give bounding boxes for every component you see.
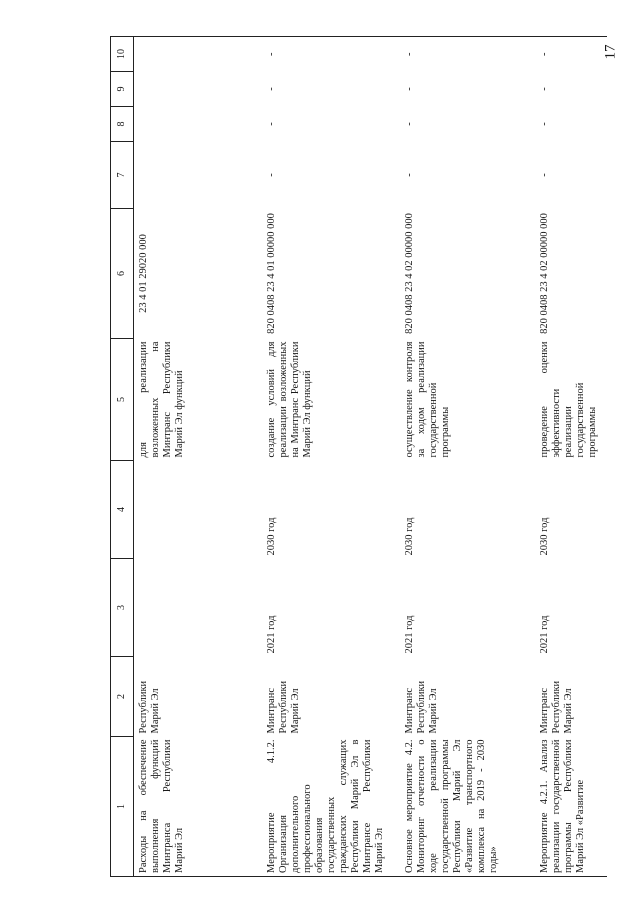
- measure-name-cell: Мероприятие 4.2.1. Анализ реализации государственной программы Республики Марий Эл «Развитие: [535, 737, 607, 877]
- column-header: 10: [111, 37, 134, 72]
- executor-cell: Минтранс Республики Марий Эл: [403, 680, 439, 734]
- column-header: 2: [111, 657, 134, 737]
- measure-name-cell: Мероприятие 4.1.2. Организация дополнительного профессионального образования государственных гражданских служащих Республики Марий Эл в Минтрансе Республики Марий Эл: [262, 737, 400, 877]
- start-year-cell: 2021 год: [265, 615, 277, 654]
- column-header: 6: [111, 209, 134, 339]
- program-table: [110, 36, 607, 877]
- value-cell: -: [538, 173, 550, 177]
- end-year-cell: [134, 461, 262, 559]
- column-header: 8: [111, 107, 134, 142]
- value-cell: -: [265, 122, 277, 126]
- column-header: 7: [111, 142, 134, 209]
- column-header: 4: [111, 461, 134, 559]
- executor-cell: Республики Марий Эл: [138, 680, 162, 734]
- value-cell: [134, 37, 262, 72]
- value-cell: [134, 142, 262, 209]
- value-cell: -: [403, 87, 415, 91]
- column-header: 3: [111, 559, 134, 657]
- value-cell: -: [403, 122, 415, 126]
- end-year-cell: 2030 год: [538, 517, 550, 556]
- page-number: 17: [602, 44, 619, 60]
- executor-cell: Минтранс Республики Марий Эл: [265, 680, 301, 734]
- result-cell: осуществление контроля за ходом реализации государственной программы: [403, 341, 451, 458]
- result-cell: создание условий для реализации возложенных на Минтранс Республики Марий Эл функций: [265, 341, 313, 458]
- table-row: [535, 37, 607, 877]
- value-cell: -: [538, 122, 550, 126]
- measure-name-cell: Расходы на обеспечение выполнения функций Минтранса Республики Марий Эл: [134, 737, 262, 877]
- table-row: [262, 37, 400, 877]
- executor-cell: Минтранс Республики Марий Эл: [538, 680, 574, 734]
- value-cell: -: [535, 37, 607, 72]
- value-cell: -: [262, 37, 400, 72]
- column-header: 5: [111, 339, 134, 461]
- start-year-cell: [134, 559, 262, 657]
- value-cell: -: [538, 87, 550, 91]
- value-cell: [134, 72, 262, 107]
- table-row: [400, 37, 535, 877]
- value-cell: -: [403, 173, 415, 177]
- result-cell: проведение оценки эффективности реализации государственной программы: [538, 341, 598, 458]
- table-row: [134, 37, 262, 877]
- value-cell: -: [400, 37, 535, 72]
- start-year-cell: 2021 год: [538, 615, 550, 654]
- start-year-cell: 2021 год: [403, 615, 415, 654]
- measure-name-cell: Основное мероприятие 4.2. Мониторинг отчетности о ходе реализации государственной программы Республики Марий Эл «Развитие транспортного комплекса на 2019 - 2030 годы»: [400, 737, 535, 877]
- value-cell: [134, 107, 262, 142]
- column-header: 1: [111, 737, 134, 877]
- budget-code-cell: 820 0408 23 4 01 00000 000: [265, 213, 277, 334]
- budget-code-cell: 820 0408 23 4 02 00000 000: [403, 213, 415, 334]
- budget-code-cell: 820 0408 23 4 02 00000 000: [538, 213, 550, 334]
- end-year-cell: 2030 год: [265, 517, 277, 556]
- end-year-cell: 2030 год: [403, 517, 415, 556]
- value-cell: -: [265, 173, 277, 177]
- rotated-table-container: [110, 37, 630, 877]
- header-row: [111, 37, 134, 877]
- value-cell: -: [265, 87, 277, 91]
- column-header: 9: [111, 72, 134, 107]
- budget-code-cell: 23 4 01 29020 000: [138, 234, 149, 313]
- result-cell: для реализации возложенных на Минтранс Республики Марий Эл функций: [138, 341, 186, 458]
